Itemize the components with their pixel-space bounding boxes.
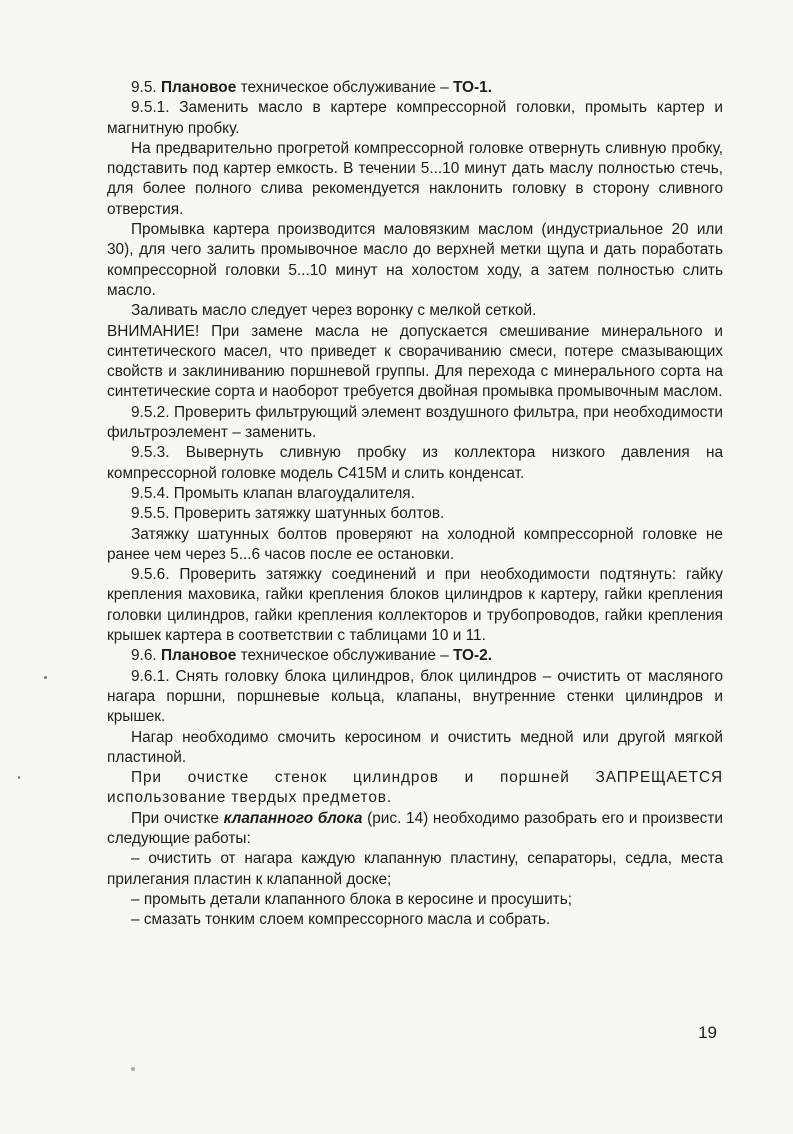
list-item: – очистить от нагара каждую клапанную пластину, сепараторы, седла, места прилегания пластин к клапанной доске;: [107, 850, 723, 888]
paragraph-forbid: При очистке стенок цилиндров и поршней ЗАПРЕЩАЕТСЯ использование твердых предметов.: [107, 769, 723, 807]
scan-speck: [131, 1067, 135, 1071]
paragraph-flush: Промывка картера производится маловязким маслом (индустриальное 20 или 30), для чего залить промывочное масло до верхней метки щупа и дать поработать компрессорной головки 5...10 минут на холостом ходу, а затем полностью слить масло.: [107, 221, 723, 299]
item-9-6-1: 9.6.1. Снять головку блока цилиндров, блок цилиндров – очистить от масляного нагара поршни, поршневые кольца, клапаны, внутренние стенки цилиндров и крышек.: [107, 667, 723, 726]
item-9-5-1: 9.5.1. Заменить масло в картере компрессорной головки, промыть картер и магнитную пробку.: [107, 99, 723, 137]
list-item: – смазать тонким слоем компрессорного масла и собрать.: [131, 911, 551, 929]
page-number: 19: [698, 1023, 717, 1042]
section-heading-9-6: 9.6. Плановое техническое обслуживание – ТО-2.: [131, 647, 492, 665]
scan-speck: [18, 776, 20, 779]
paragraph-soot: Нагар необходимо смочить керосином и очистить медной или другой мягкой пластиной.: [107, 728, 723, 766]
document-body: [107, 78, 723, 930]
section-heading-9-5: 9.5. Плановое техническое обслуживание – ТО-1.: [131, 79, 492, 96]
paragraph-valve-block: При очистке клапанного блока (рис. 14) необходимо разобрать его и произвести следующие работы:: [107, 809, 724, 847]
list-item: – промыть детали клапанного блока в керосине и просушить;: [131, 890, 573, 908]
item-9-5-3: 9.5.3. Вывернуть сливную пробку из коллектора низкого давления на компрессорной головке модель С415М и слить конденсат.: [107, 444, 723, 482]
item-9-5-4: 9.5.4. Промыть клапан влагоудалителя.: [131, 484, 415, 502]
item-9-5-5: 9.5.5. Проверить затяжку шатунных болтов.: [131, 505, 445, 523]
item-9-5-2: 9.5.2. Проверить фильтрующий элемент воздушного фильтра, при необходимости фильтроэлемент – заменить.: [107, 403, 723, 442]
paragraph-warning: ВНИМАНИЕ! При замене масла не допускается смешивание минерального и синтетического масел, что приведет к сворачиванию смеси, потере смазывающих свойств и заклиниванию поршневой группы. Для перехода с минерального сорта на синтетические сорта и наоборот требуется двойная промывка промывочным маслом.: [107, 322, 723, 401]
paragraph-drain: На предварительно прогретой компрессорной головке отвернуть сливную пробку, подставить под картер емкость. В течении 5...10 минут дать маслу полностью стечь, для более полного слива рекомендуется наклонить головку в сторону сливного отверстия.: [107, 139, 723, 218]
paragraph-pour: Заливать масло следует через воронку с мелкой сеткой.: [131, 302, 537, 320]
paragraph-bolts: Затяжку шатунных болтов проверяют на холодной компрессорной головке не ранее чем через 5...6 часов после ее остановки.: [107, 525, 723, 563]
item-9-5-6: 9.5.6. Проверить затяжку соединений и при необходимости подтянуть: гайку крепления маховика, гайки крепления блоков цилиндров к картеру, гайки крепления головки цилиндров, гайки крепления коллекторов и трубопроводов, гайки крепления крышек картера в соответствии с таблицами 10 и 11.: [107, 566, 723, 645]
scan-speck: [44, 676, 47, 679]
